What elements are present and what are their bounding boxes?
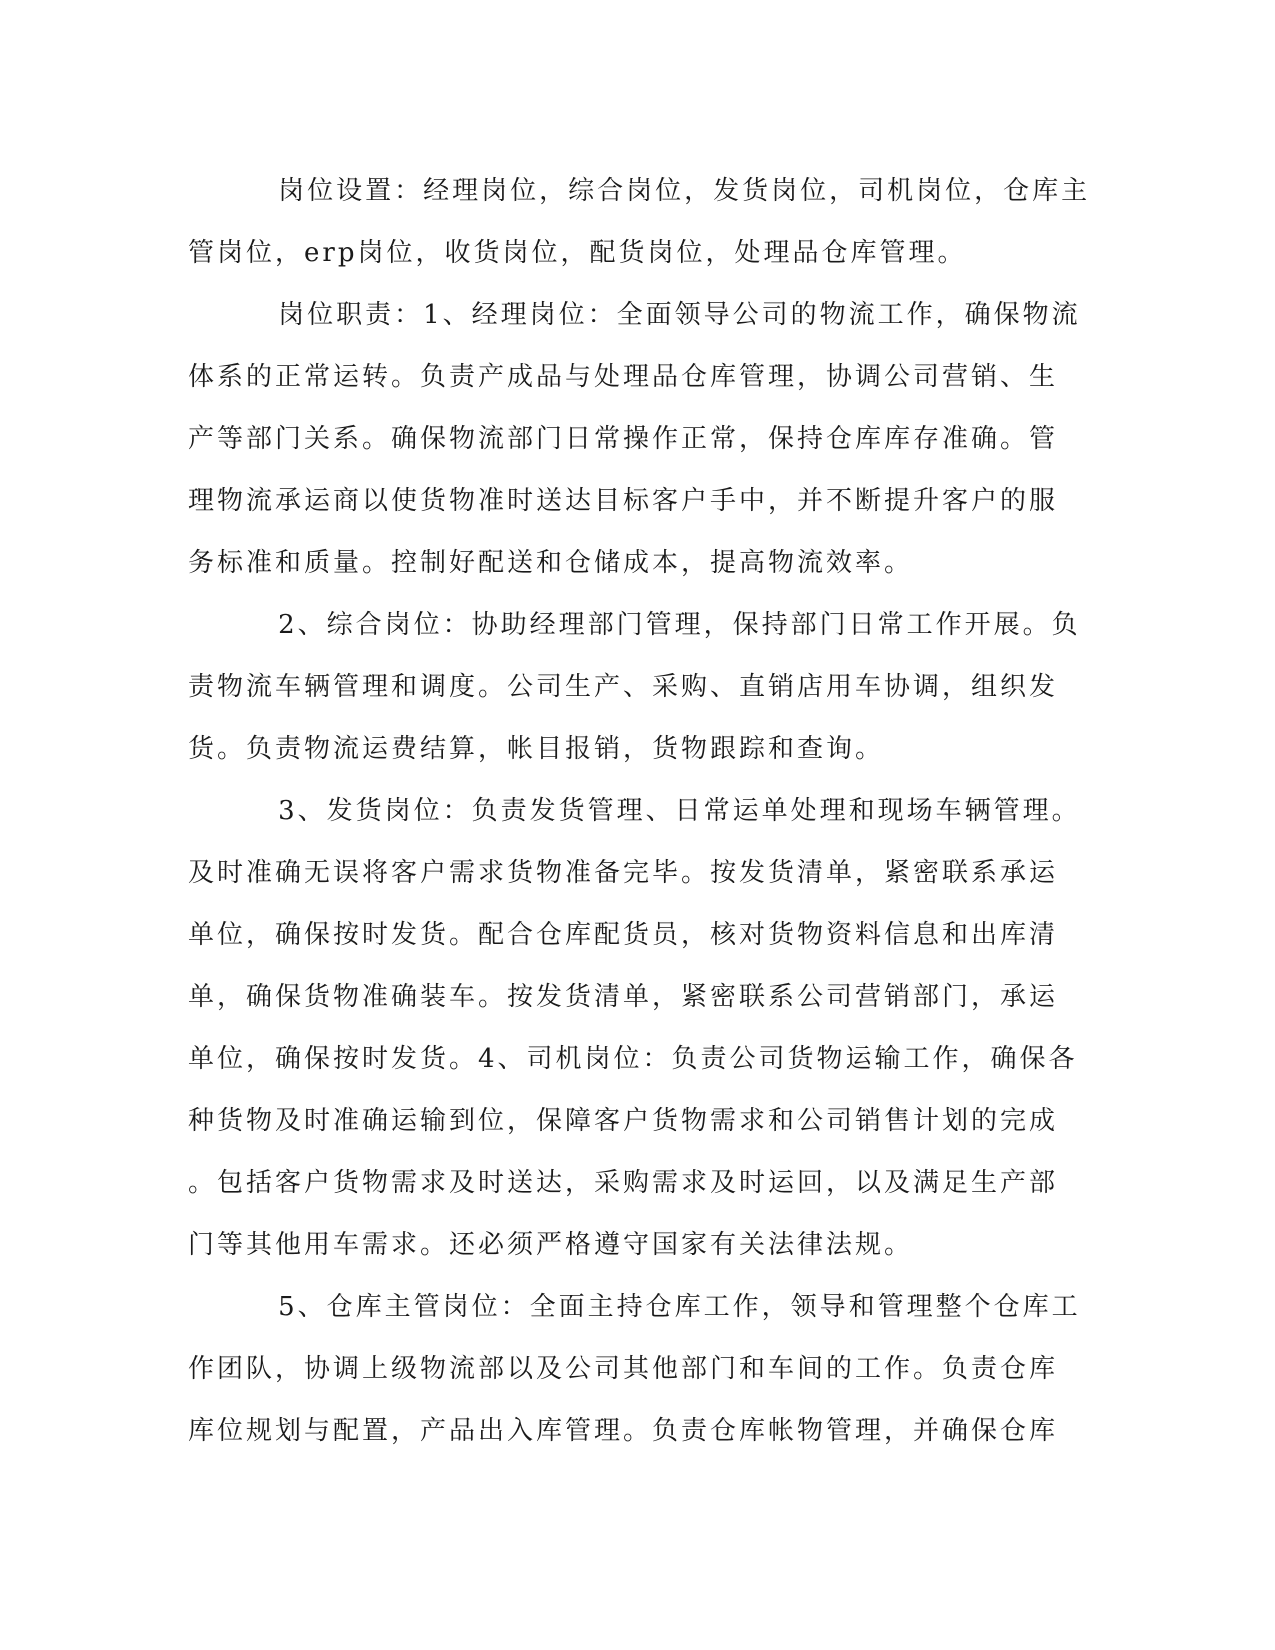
text-line: 产等部门关系。确保物流部门日常操作正常，保持仓库库存准确。管 [188, 424, 1059, 454]
text-line: 单位，确保按时发货。配合仓库配货员，核对货物资料信息和出库清 [188, 920, 1059, 950]
text-line: 岗位职责：1、经理岗位：全面领导公司的物流工作，确保物流 [188, 300, 1081, 330]
text-line: 责物流车辆管理和调度。公司生产、采购、直销店用车协调，组织发 [188, 672, 1059, 702]
text-line: 务标准和质量。控制好配送和仓储成本，提高物流效率。 [188, 548, 914, 578]
paragraph-responsibilities-manager [188, 284, 1081, 594]
paragraph-shipping-driver [188, 780, 1081, 1276]
text-line: 单位，确保按时发货。4、司机岗位：负责公司货物运输工作，确保各 [188, 1044, 1078, 1074]
text-line: 岗位设置：经理岗位，综合岗位，发货岗位，司机岗位，仓库主 [188, 176, 1091, 206]
text-line: 种货物及时准确运输到位，保障客户货物需求和公司销售计划的完成 [188, 1106, 1059, 1136]
text-line: 体系的正常运转。负责产成品与处理品仓库管理，协调公司营销、生 [188, 362, 1059, 392]
text-line: 货。负责物流运费结算，帐目报销，货物跟踪和查询。 [188, 734, 885, 764]
text-line: 门等其他用车需求。还必须严格遵守国家有关法律法规。 [188, 1230, 914, 1260]
document-body [188, 160, 1091, 1462]
text-line: 。包括客户货物需求及时送达，采购需求及时运回，以及满足生产部 [188, 1168, 1059, 1198]
text-line: 2、综合岗位：协助经理部门管理，保持部门日常工作开展。负 [188, 610, 1081, 640]
text-line: 及时准确无误将客户需求货物准备完毕。按发货清单，紧密联系承运 [188, 858, 1059, 888]
text-line: 管岗位，erp岗位，收货岗位，配货岗位，处理品仓库管理。 [188, 238, 967, 268]
paragraph-general-position [188, 594, 1081, 780]
paragraph-positions [188, 160, 1091, 284]
text-line: 作团队，协调上级物流部以及公司其他部门和车间的工作。负责仓库 [188, 1354, 1059, 1384]
text-line: 3、发货岗位：负责发货管理、日常运单处理和现场车辆管理。 [188, 796, 1081, 826]
text-line: 理物流承运商以使货物准时送达目标客户手中，并不断提升客户的服 [188, 486, 1059, 516]
paragraph-warehouse-supervisor [188, 1276, 1081, 1462]
text-line: 库位规划与配置，产品出入库管理。负责仓库帐物管理，并确保仓库 [188, 1416, 1059, 1446]
text-line: 5、仓库主管岗位：全面主持仓库工作，领导和管理整个仓库工 [188, 1292, 1081, 1322]
text-line: 单，确保货物准确装车。按发货清单，紧密联系公司营销部门，承运 [188, 982, 1059, 1012]
